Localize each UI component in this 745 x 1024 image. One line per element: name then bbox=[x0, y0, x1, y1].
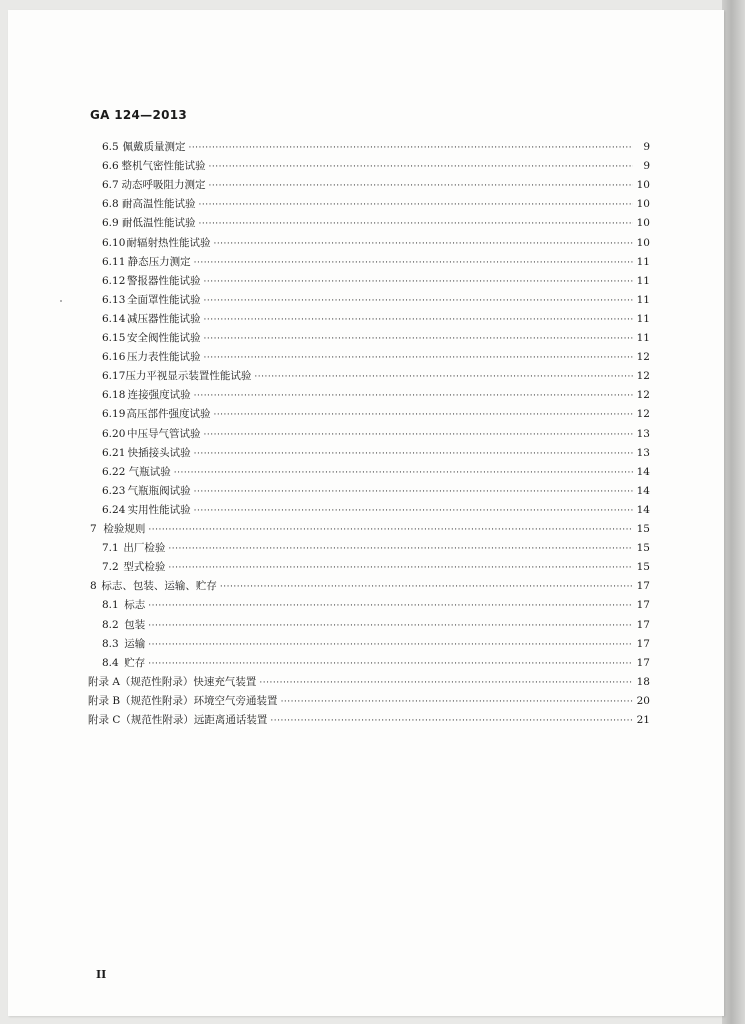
toc-entry-title: 耐高温性能试验 bbox=[122, 198, 196, 211]
toc-dot-leader bbox=[259, 676, 633, 690]
toc-entry-page: 12 bbox=[636, 389, 650, 402]
toc-entry-page: 18 bbox=[636, 675, 650, 688]
toc-entry-page: 12 bbox=[636, 351, 650, 364]
standard-code-header: GA 124—2013 bbox=[90, 108, 188, 122]
toc-entry[interactable] bbox=[88, 713, 650, 728]
toc-entry-page: 12 bbox=[636, 370, 650, 383]
toc-entry[interactable] bbox=[102, 140, 650, 155]
toc-dot-leader bbox=[209, 160, 633, 174]
toc-entry-title: 出厂检验 bbox=[123, 542, 166, 555]
toc-dot-leader bbox=[254, 370, 633, 384]
toc-dot-leader bbox=[194, 389, 633, 403]
toc-entry[interactable] bbox=[102, 541, 650, 556]
toc-entry[interactable] bbox=[102, 216, 650, 231]
toc-entry-title: 耐辐射热性能试验 bbox=[126, 236, 211, 249]
toc-dot-leader bbox=[148, 619, 633, 633]
toc-entry-page: 11 bbox=[636, 332, 650, 344]
toc-entry-title: 快速充气装置 bbox=[193, 675, 257, 688]
toc-dot-leader bbox=[204, 275, 633, 289]
toc-entry-number: 6.23 bbox=[102, 484, 126, 497]
toc-entry-title: 贮存 bbox=[124, 656, 146, 669]
toc-entry-page: 13 bbox=[636, 446, 650, 459]
toc-dot-leader bbox=[148, 657, 633, 671]
toc-entry[interactable] bbox=[102, 236, 650, 251]
toc-entry-title: 压力平视显示装置性能试验 bbox=[125, 370, 252, 383]
toc-entry-page: 11 bbox=[636, 274, 650, 287]
toc-entry-page: 10 bbox=[636, 198, 650, 211]
toc-entry-title: 实用性能试验 bbox=[127, 503, 191, 516]
toc-entry-page: 17 bbox=[636, 637, 650, 650]
toc-entry-page: 21 bbox=[636, 714, 650, 726]
toc-entry-title: 环境空气旁通装置 bbox=[193, 694, 278, 707]
toc-dot-leader bbox=[204, 351, 633, 365]
toc-entry[interactable] bbox=[102, 446, 650, 461]
toc-dot-leader bbox=[194, 485, 633, 499]
toc-entry[interactable] bbox=[102, 560, 650, 575]
toc-entry-number: 6.14 bbox=[102, 312, 126, 325]
toc-entry[interactable] bbox=[102, 598, 650, 613]
toc-dot-leader bbox=[194, 256, 633, 270]
toc-entry-number: 6.11 bbox=[102, 255, 126, 268]
toc-entry-number: 8.1 bbox=[102, 599, 119, 612]
page-edge-shadow bbox=[722, 0, 745, 1024]
toc-entry-number: 7.2 bbox=[102, 561, 119, 574]
toc-entry[interactable] bbox=[102, 369, 650, 384]
toc-entry[interactable] bbox=[88, 675, 650, 690]
toc-entry[interactable] bbox=[102, 388, 650, 403]
toc-entry-number: 6.20 bbox=[102, 427, 126, 440]
scan-speck bbox=[60, 300, 62, 302]
toc-entry[interactable] bbox=[102, 331, 650, 346]
toc-entry[interactable] bbox=[102, 197, 650, 212]
toc-entry-page: 9 bbox=[643, 160, 650, 173]
toc-entry-number: 6.12 bbox=[102, 274, 126, 287]
toc-entry-title: 全面罩性能试验 bbox=[127, 293, 201, 306]
toc-entry-page: 15 bbox=[636, 523, 650, 535]
toc-dot-leader bbox=[204, 313, 633, 327]
toc-entry-page: 17 bbox=[636, 580, 650, 593]
toc-entry-page: 13 bbox=[636, 427, 650, 440]
toc-entry[interactable] bbox=[102, 407, 650, 422]
toc-entry-number: 6.24 bbox=[102, 503, 126, 516]
toc-entry-title: 包装 bbox=[124, 618, 146, 631]
toc-dot-leader bbox=[168, 542, 633, 556]
toc-entry-page: 14 bbox=[636, 503, 650, 516]
toc-entry[interactable] bbox=[102, 427, 650, 442]
toc-entry[interactable] bbox=[102, 484, 650, 499]
toc-entry-number: 附录 B（规范性附录） bbox=[88, 694, 194, 707]
toc-dot-leader bbox=[281, 695, 633, 709]
toc-dot-leader bbox=[270, 714, 633, 728]
toc-entry-title: 减压器性能试验 bbox=[127, 312, 201, 325]
toc-entry-number: 7 bbox=[90, 523, 97, 535]
toc-entry-title: 警报器性能试验 bbox=[127, 274, 201, 287]
toc-entry-page: 14 bbox=[636, 465, 650, 478]
toc-entry-number: 6.9 bbox=[102, 217, 119, 230]
toc-dot-leader bbox=[148, 523, 633, 537]
toc-entry-title: 气瓶瓶阀试验 bbox=[127, 484, 191, 497]
toc-dot-leader bbox=[194, 447, 633, 461]
toc-entry-number: 6.16 bbox=[102, 351, 126, 364]
toc-dot-leader bbox=[199, 217, 634, 231]
toc-entry-number: 6.8 bbox=[102, 198, 119, 211]
toc-entry-number: 6.18 bbox=[102, 389, 126, 402]
toc-entry-number: 6.15 bbox=[102, 332, 126, 344]
toc-entry-page: 17 bbox=[636, 599, 650, 612]
toc-entry-page: 17 bbox=[636, 656, 650, 669]
toc-entry-number: 8 bbox=[90, 580, 97, 593]
toc-entry[interactable] bbox=[102, 255, 650, 270]
toc-entry[interactable] bbox=[102, 465, 650, 480]
toc-entry-number: 附录 A（规范性附录） bbox=[88, 675, 194, 688]
toc-entry-title: 整机气密性能试验 bbox=[121, 160, 206, 173]
toc-entry-title: 标志、包装、运输、贮存 bbox=[101, 580, 217, 593]
toc-dot-leader bbox=[220, 580, 633, 594]
toc-entry-title: 中压导气管试验 bbox=[127, 427, 201, 440]
toc-dot-leader bbox=[209, 179, 633, 193]
toc-dot-leader bbox=[168, 561, 633, 575]
toc-entry-page: 15 bbox=[636, 542, 650, 555]
toc-entry-page: 10 bbox=[636, 179, 650, 192]
toc-entry-page: 15 bbox=[636, 561, 650, 574]
toc-entry[interactable] bbox=[102, 274, 650, 289]
toc-dot-leader bbox=[148, 599, 633, 613]
toc-entry-page: 17 bbox=[636, 618, 650, 631]
toc-entry[interactable] bbox=[102, 159, 650, 174]
toc-entry-number: 8.3 bbox=[102, 637, 119, 650]
toc-entry-title: 静态压力测定 bbox=[127, 255, 191, 268]
toc-entry-page: 20 bbox=[636, 694, 650, 707]
toc-dot-leader bbox=[213, 408, 633, 422]
toc-dot-leader bbox=[213, 237, 633, 251]
toc-entry-number: 6.7 bbox=[102, 179, 119, 192]
toc-entry-page: 10 bbox=[636, 236, 650, 249]
toc-entry-number: 8.4 bbox=[102, 656, 119, 669]
toc-entry-page: 11 bbox=[636, 293, 650, 306]
toc-entry-number: 8.2 bbox=[102, 618, 119, 631]
toc-dot-leader bbox=[194, 504, 633, 518]
toc-entry-title: 安全阀性能试验 bbox=[127, 332, 201, 344]
toc-entry[interactable] bbox=[102, 656, 650, 671]
toc-entry[interactable] bbox=[102, 503, 650, 518]
toc-dot-leader bbox=[188, 141, 633, 155]
toc-entry-title: 压力表性能试验 bbox=[127, 351, 201, 364]
toc-entry-page: 14 bbox=[636, 484, 650, 497]
toc-entry[interactable] bbox=[102, 618, 650, 633]
toc-entry-number: 6.5 bbox=[102, 141, 119, 153]
toc-entry-page: 10 bbox=[636, 217, 650, 230]
toc-dot-leader bbox=[204, 294, 633, 308]
toc-entry-number: 6.22 bbox=[102, 465, 126, 478]
toc-entry-number: 6.19 bbox=[102, 408, 126, 421]
toc-entry-title: 气瓶试验 bbox=[128, 465, 171, 478]
toc-entry[interactable] bbox=[102, 637, 650, 652]
toc-entry[interactable] bbox=[88, 694, 650, 709]
toc-entry-title: 运输 bbox=[124, 637, 146, 650]
toc-dot-leader bbox=[204, 428, 633, 442]
toc-entry-number: 6.21 bbox=[102, 446, 126, 459]
toc-entry-page: 11 bbox=[636, 255, 650, 268]
toc-entry-page: 9 bbox=[643, 141, 650, 153]
toc-entry[interactable] bbox=[102, 178, 650, 193]
toc-entry-title: 高压部件强度试验 bbox=[126, 408, 211, 421]
toc-entry[interactable] bbox=[102, 350, 650, 365]
toc-entry-title: 连接强度试验 bbox=[127, 389, 191, 402]
toc-entry-number: 附录 C（规范性附录） bbox=[88, 714, 194, 726]
toc-entry-page: 12 bbox=[636, 408, 650, 421]
toc-entry-title: 耐低温性能试验 bbox=[122, 217, 196, 230]
toc-entry-number: 7.1 bbox=[102, 542, 119, 555]
toc-entry-title: 快插接头试验 bbox=[127, 446, 191, 459]
toc-entry-number: 6.13 bbox=[102, 293, 126, 306]
toc-entry-number: 6.10 bbox=[102, 236, 126, 249]
toc-entry-title: 标志 bbox=[124, 599, 146, 612]
toc-dot-leader bbox=[199, 198, 634, 212]
toc-entry[interactable] bbox=[102, 293, 650, 308]
toc-dot-leader bbox=[148, 638, 633, 652]
toc-entry-title: 佩戴质量测定 bbox=[122, 141, 186, 153]
page-number: II bbox=[96, 968, 107, 981]
toc-entry-title: 检验规则 bbox=[103, 523, 146, 535]
toc-entry-title: 远距离通话装置 bbox=[193, 714, 268, 726]
toc-entry[interactable] bbox=[102, 312, 650, 327]
toc-entry-number: 6.17 bbox=[102, 370, 126, 383]
toc-entry-title: 型式检验 bbox=[123, 561, 166, 574]
toc-entry[interactable] bbox=[90, 579, 650, 594]
toc-entry-title: 动态呼吸阻力测定 bbox=[121, 179, 206, 192]
toc-entry-number: 6.6 bbox=[102, 160, 119, 173]
toc-dot-leader bbox=[174, 466, 633, 480]
toc-dot-leader bbox=[204, 332, 633, 346]
toc-entry-page: 11 bbox=[636, 312, 650, 325]
toc-entry[interactable] bbox=[90, 522, 650, 537]
